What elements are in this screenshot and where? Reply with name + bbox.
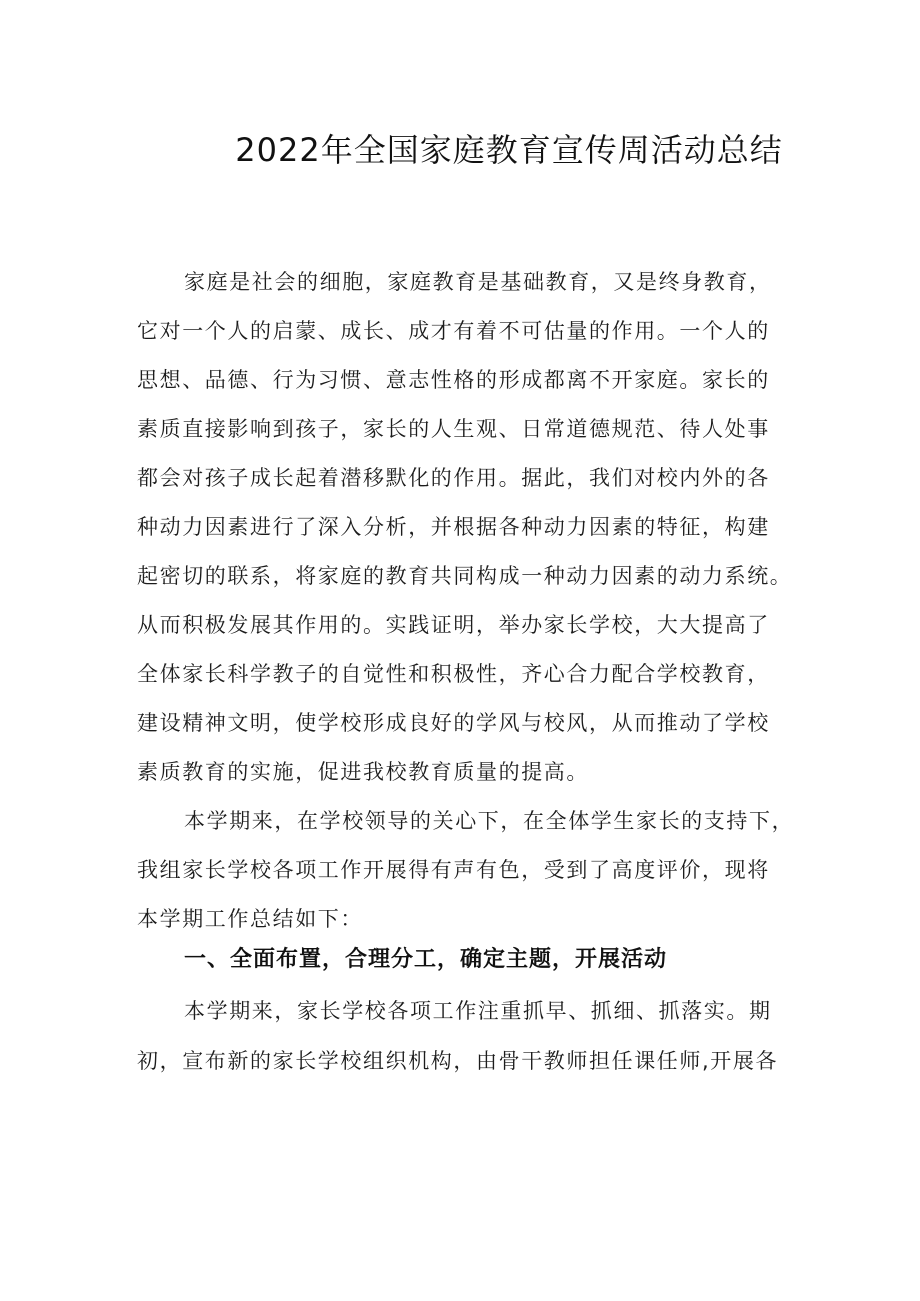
paragraph-line: 种动力因素进行了深入分析，并根据各种动力因素的特征，构建	[137, 515, 770, 539]
section-heading: 一、全面布置，合理分工，确定主题，开展活动	[184, 947, 668, 972]
paragraph-line: 从而积极发展其作用的。实践证明，举办家长学校，大大提高了	[137, 613, 770, 637]
paragraph-line: 建设精神文明，使学校形成良好的学风与校风，从而推动了学校	[137, 711, 770, 735]
paragraph-line: 家庭是社会的细胞，家庭教育是基础教育，又是终身教育，	[184, 270, 772, 294]
paragraph-line: 它对一个人的启蒙、成长、成才有着不可估量的作用。一个人的	[137, 319, 770, 343]
paragraph-line: 本学期来，家长学校各项工作注重抓早、抓细、抓落实。期	[184, 999, 772, 1023]
paragraph-line: 思想、品德、行为习惯、意志性格的形成都离不开家庭。家长的	[137, 368, 770, 392]
paragraph-line: 都会对孩子成长起着潜移默化的作用。据此，我们对校内外的各	[137, 466, 770, 490]
paragraph-line: 素质直接影响到孩子，家长的人生观、日常道德规范、待人处事	[137, 417, 770, 441]
paragraph-line: 起密切的联系，将家庭的教育共同构成一种动力因素的动力系统。	[137, 564, 793, 588]
paragraph-line: 初，宣布新的家长学校组织机构，由骨干教师担任课任师,开展各	[137, 1049, 779, 1073]
paragraph-line: 全体家长科学教子的自觉性和积极性，齐心合力配合学校教育，	[137, 662, 770, 686]
document-title: 2022年全国家庭教育宣传周活动总结	[235, 131, 783, 169]
paragraph-line: 本学期来，在学校领导的关心下，在全体学生家长的支持下，	[184, 809, 795, 833]
paragraph-line: 本学期工作总结如下：	[137, 907, 363, 931]
paragraph-line: 素质教育的实施，促进我校教育质量的提高。	[137, 760, 589, 784]
paragraph-line: 我组家长学校各项工作开展得有声有色，受到了高度评价，现将	[137, 858, 770, 882]
